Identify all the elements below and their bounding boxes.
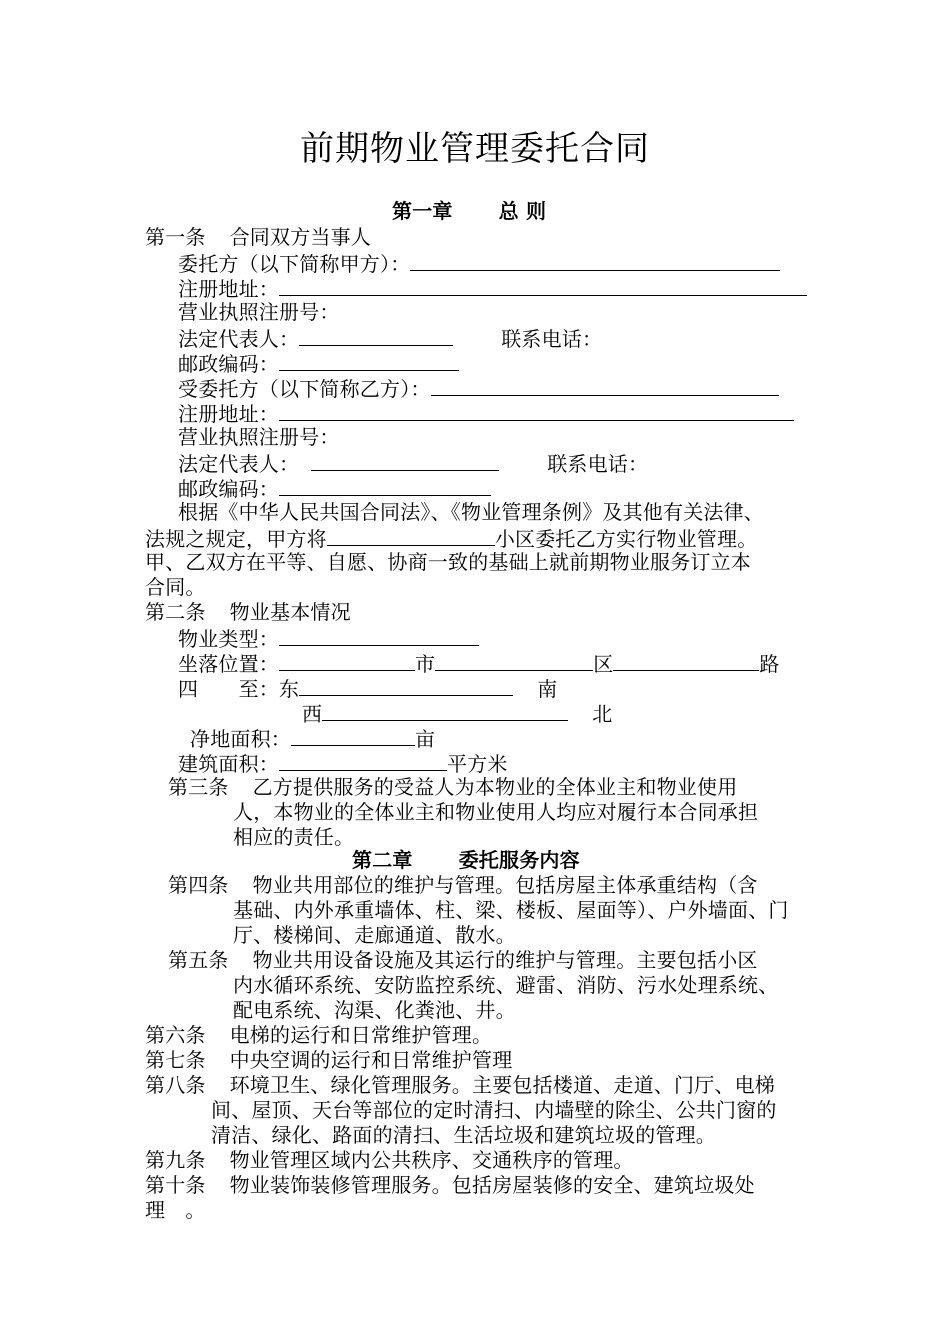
sqm-unit: 平方米 xyxy=(447,752,508,776)
article-6-text: 电梯的运行和日常维护管理。 xyxy=(229,1023,493,1047)
party-a-phone-label: 联系电话： xyxy=(501,327,603,351)
party-b-rep-line xyxy=(178,450,648,477)
party-a-name-blank[interactable] xyxy=(410,250,780,271)
north-label: 北 xyxy=(592,702,613,726)
article-8-number: 第八条 xyxy=(145,1073,206,1097)
party-b-rep-blank[interactable] xyxy=(311,450,499,471)
party-a-address-line xyxy=(178,275,807,302)
party-b-address-label: 注册地址： xyxy=(178,402,279,426)
mu-unit: 亩 xyxy=(415,727,436,751)
build-area-line xyxy=(178,750,508,777)
party-b-license-line xyxy=(178,425,340,450)
article-10-number: 第十条 xyxy=(145,1173,206,1197)
article-1-number: 第一条 xyxy=(145,225,206,249)
party-b-postcode-line xyxy=(178,475,491,502)
article-7 xyxy=(145,1048,512,1073)
article-1-title: 合同双方当事人 xyxy=(229,225,372,249)
party-a-client-line xyxy=(178,250,780,277)
article-4-number: 第四条 xyxy=(168,873,229,897)
article-10-line-2: 理 。 xyxy=(145,1198,206,1222)
article-7-number: 第七条 xyxy=(145,1048,206,1072)
party-a-rep-line xyxy=(178,325,602,352)
article-3-line-1 xyxy=(168,775,737,800)
article-2-number: 第二条 xyxy=(145,600,206,624)
party-a-rep-blank[interactable] xyxy=(299,325,453,346)
chapter-1-name: 总 则 xyxy=(498,199,547,223)
party-b-name-blank[interactable] xyxy=(431,375,779,396)
article-3-line-3: 相应的责任。 xyxy=(233,825,355,849)
party-b-rep-label: 法定代表人： xyxy=(178,452,300,476)
west-blank[interactable] xyxy=(322,700,568,721)
net-area-blank[interactable] xyxy=(291,725,415,746)
article-5-line-2: 内水循环系统、安防监控系统、避雷、消防、污水处理系统、 xyxy=(233,973,779,997)
preamble-line-1: 根据《中华人民共国合同法》、《物业管理条例》及其他有关法律、 xyxy=(178,500,764,524)
party-b-phone-label: 联系电话： xyxy=(547,452,649,476)
chapter-1-label: 第一章 xyxy=(392,199,453,223)
property-type-line xyxy=(178,625,479,652)
article-8-line-2: 间、屋顶、天台等部位的定时清扫、内墙壁的除尘、公共门窗的 xyxy=(211,1098,777,1122)
article-10-line-1 xyxy=(145,1173,755,1198)
party-a-license-line xyxy=(178,300,340,325)
article-5-number: 第五条 xyxy=(168,948,229,972)
bounds-line-2 xyxy=(302,700,612,727)
party-a-client-label: 委托方（以下简称甲方）： xyxy=(178,252,411,276)
build-area-blank[interactable] xyxy=(279,750,447,771)
document-title: 前期物业管理委托合同 xyxy=(300,129,650,169)
article-9-number: 第九条 xyxy=(145,1148,206,1172)
article-3-number: 第三条 xyxy=(168,775,229,799)
city-blank[interactable] xyxy=(279,650,415,671)
net-area-label: 净地面积： xyxy=(190,727,291,751)
article-5-line-3: 配电系统、沟渠、化粪池、井。 xyxy=(233,998,516,1022)
party-b-address-blank[interactable] xyxy=(279,400,794,421)
party-b-postcode-label: 邮政编码： xyxy=(178,477,279,501)
party-b-contractor-line xyxy=(178,375,779,402)
chapter-2-heading xyxy=(352,848,580,873)
party-a-rep-label: 法定代表人： xyxy=(178,327,300,351)
preamble-line-2 xyxy=(145,525,757,552)
article-5-line-1 xyxy=(168,948,758,973)
article-4-line-2: 基础、内外承重墙体、柱、梁、楼板、屋面等）、户外墙面、门 xyxy=(233,898,789,922)
article-6-number: 第六条 xyxy=(145,1023,206,1047)
road-blank[interactable] xyxy=(613,650,759,671)
city-label: 市 xyxy=(415,652,436,676)
build-area-label: 建筑面积： xyxy=(178,752,279,776)
district-blank[interactable] xyxy=(435,650,593,671)
community-name-blank[interactable] xyxy=(327,525,495,546)
article-3-line-2: 人，本物业的全体业主和物业使用人均应对履行本合同承担 xyxy=(233,800,759,824)
article-9-text: 物业管理区域内公共秩序、交通秩序的管理。 xyxy=(229,1148,634,1172)
article-10-text-1: 物业装饰装修管理服务。包括房屋装修的安全、建筑垃圾处 xyxy=(229,1173,755,1197)
article-8-line-3: 清洁、绿化、路面的清扫、生活垃圾和建筑垃圾的管理。 xyxy=(211,1123,716,1147)
chapter-1-heading xyxy=(392,199,546,224)
party-a-license-label: 营业执照注册号： xyxy=(178,300,340,324)
chapter-2-label: 第二章 xyxy=(352,848,413,872)
south-label: 南 xyxy=(537,677,558,701)
road-label: 路 xyxy=(759,652,780,676)
article-4-text-1: 物业共用部位的维护与管理。包括房屋主体承重结构（含 xyxy=(252,873,758,897)
party-a-postcode-label: 邮政编码： xyxy=(178,352,279,376)
preamble-line-4: 合同。 xyxy=(145,575,206,599)
west-label: 西 xyxy=(302,702,323,726)
party-b-license-label: 营业执照注册号： xyxy=(178,425,340,449)
east-blank[interactable] xyxy=(299,675,513,696)
bounds-line xyxy=(178,675,557,702)
chapter-2-name: 委托服务内容 xyxy=(458,848,580,872)
bounds-label: 四 至： xyxy=(178,677,279,701)
location-line xyxy=(178,650,780,677)
article-4-line-1 xyxy=(168,873,758,898)
article-2-title: 物业基本情况 xyxy=(229,600,351,624)
preamble-line-2b: 小区委托乙方实行物业管理。 xyxy=(494,527,758,551)
article-9 xyxy=(145,1148,634,1173)
preamble-line-3: 甲、乙双方在平等、自愿、协商一致的基础上就前期物业服务订立本 xyxy=(145,550,751,574)
party-a-postcode-blank[interactable] xyxy=(279,350,459,371)
article-7-text: 中央空调的运行和日常维护管理 xyxy=(229,1048,513,1072)
preamble-line-2a: 法规之规定，甲方将 xyxy=(145,527,327,551)
article-4-line-3: 厅、楼梯间、走廊通道、散水。 xyxy=(233,923,516,947)
party-b-contractor-label: 受委托方（以下简称乙方）： xyxy=(178,377,431,401)
district-label: 区 xyxy=(593,652,614,676)
article-8-line-1 xyxy=(145,1073,775,1098)
net-area-line xyxy=(190,725,435,752)
party-b-address-line xyxy=(178,400,794,427)
article-5-text-1: 物业共用设备设施及其运行的维护与管理。主要包括小区 xyxy=(252,948,758,972)
property-type-blank[interactable] xyxy=(279,625,479,646)
article-1 xyxy=(145,225,371,250)
article-2 xyxy=(145,600,351,625)
party-b-postcode-blank[interactable] xyxy=(279,475,491,496)
article-3-text-1: 乙方提供服务的受益人为本物业的全体业主和物业使用 xyxy=(252,775,738,799)
property-type-label: 物业类型： xyxy=(178,627,279,651)
party-a-address-blank[interactable] xyxy=(279,275,807,296)
party-a-postcode-line xyxy=(178,350,459,377)
article-8-text-1: 环境卫生、绿化管理服务。主要包括楼道、走道、门厅、电梯 xyxy=(229,1073,776,1097)
party-a-address-label: 注册地址： xyxy=(178,277,279,301)
location-label: 坐落位置： xyxy=(178,652,279,676)
article-6 xyxy=(145,1023,492,1048)
east-label: 东 xyxy=(279,677,300,701)
